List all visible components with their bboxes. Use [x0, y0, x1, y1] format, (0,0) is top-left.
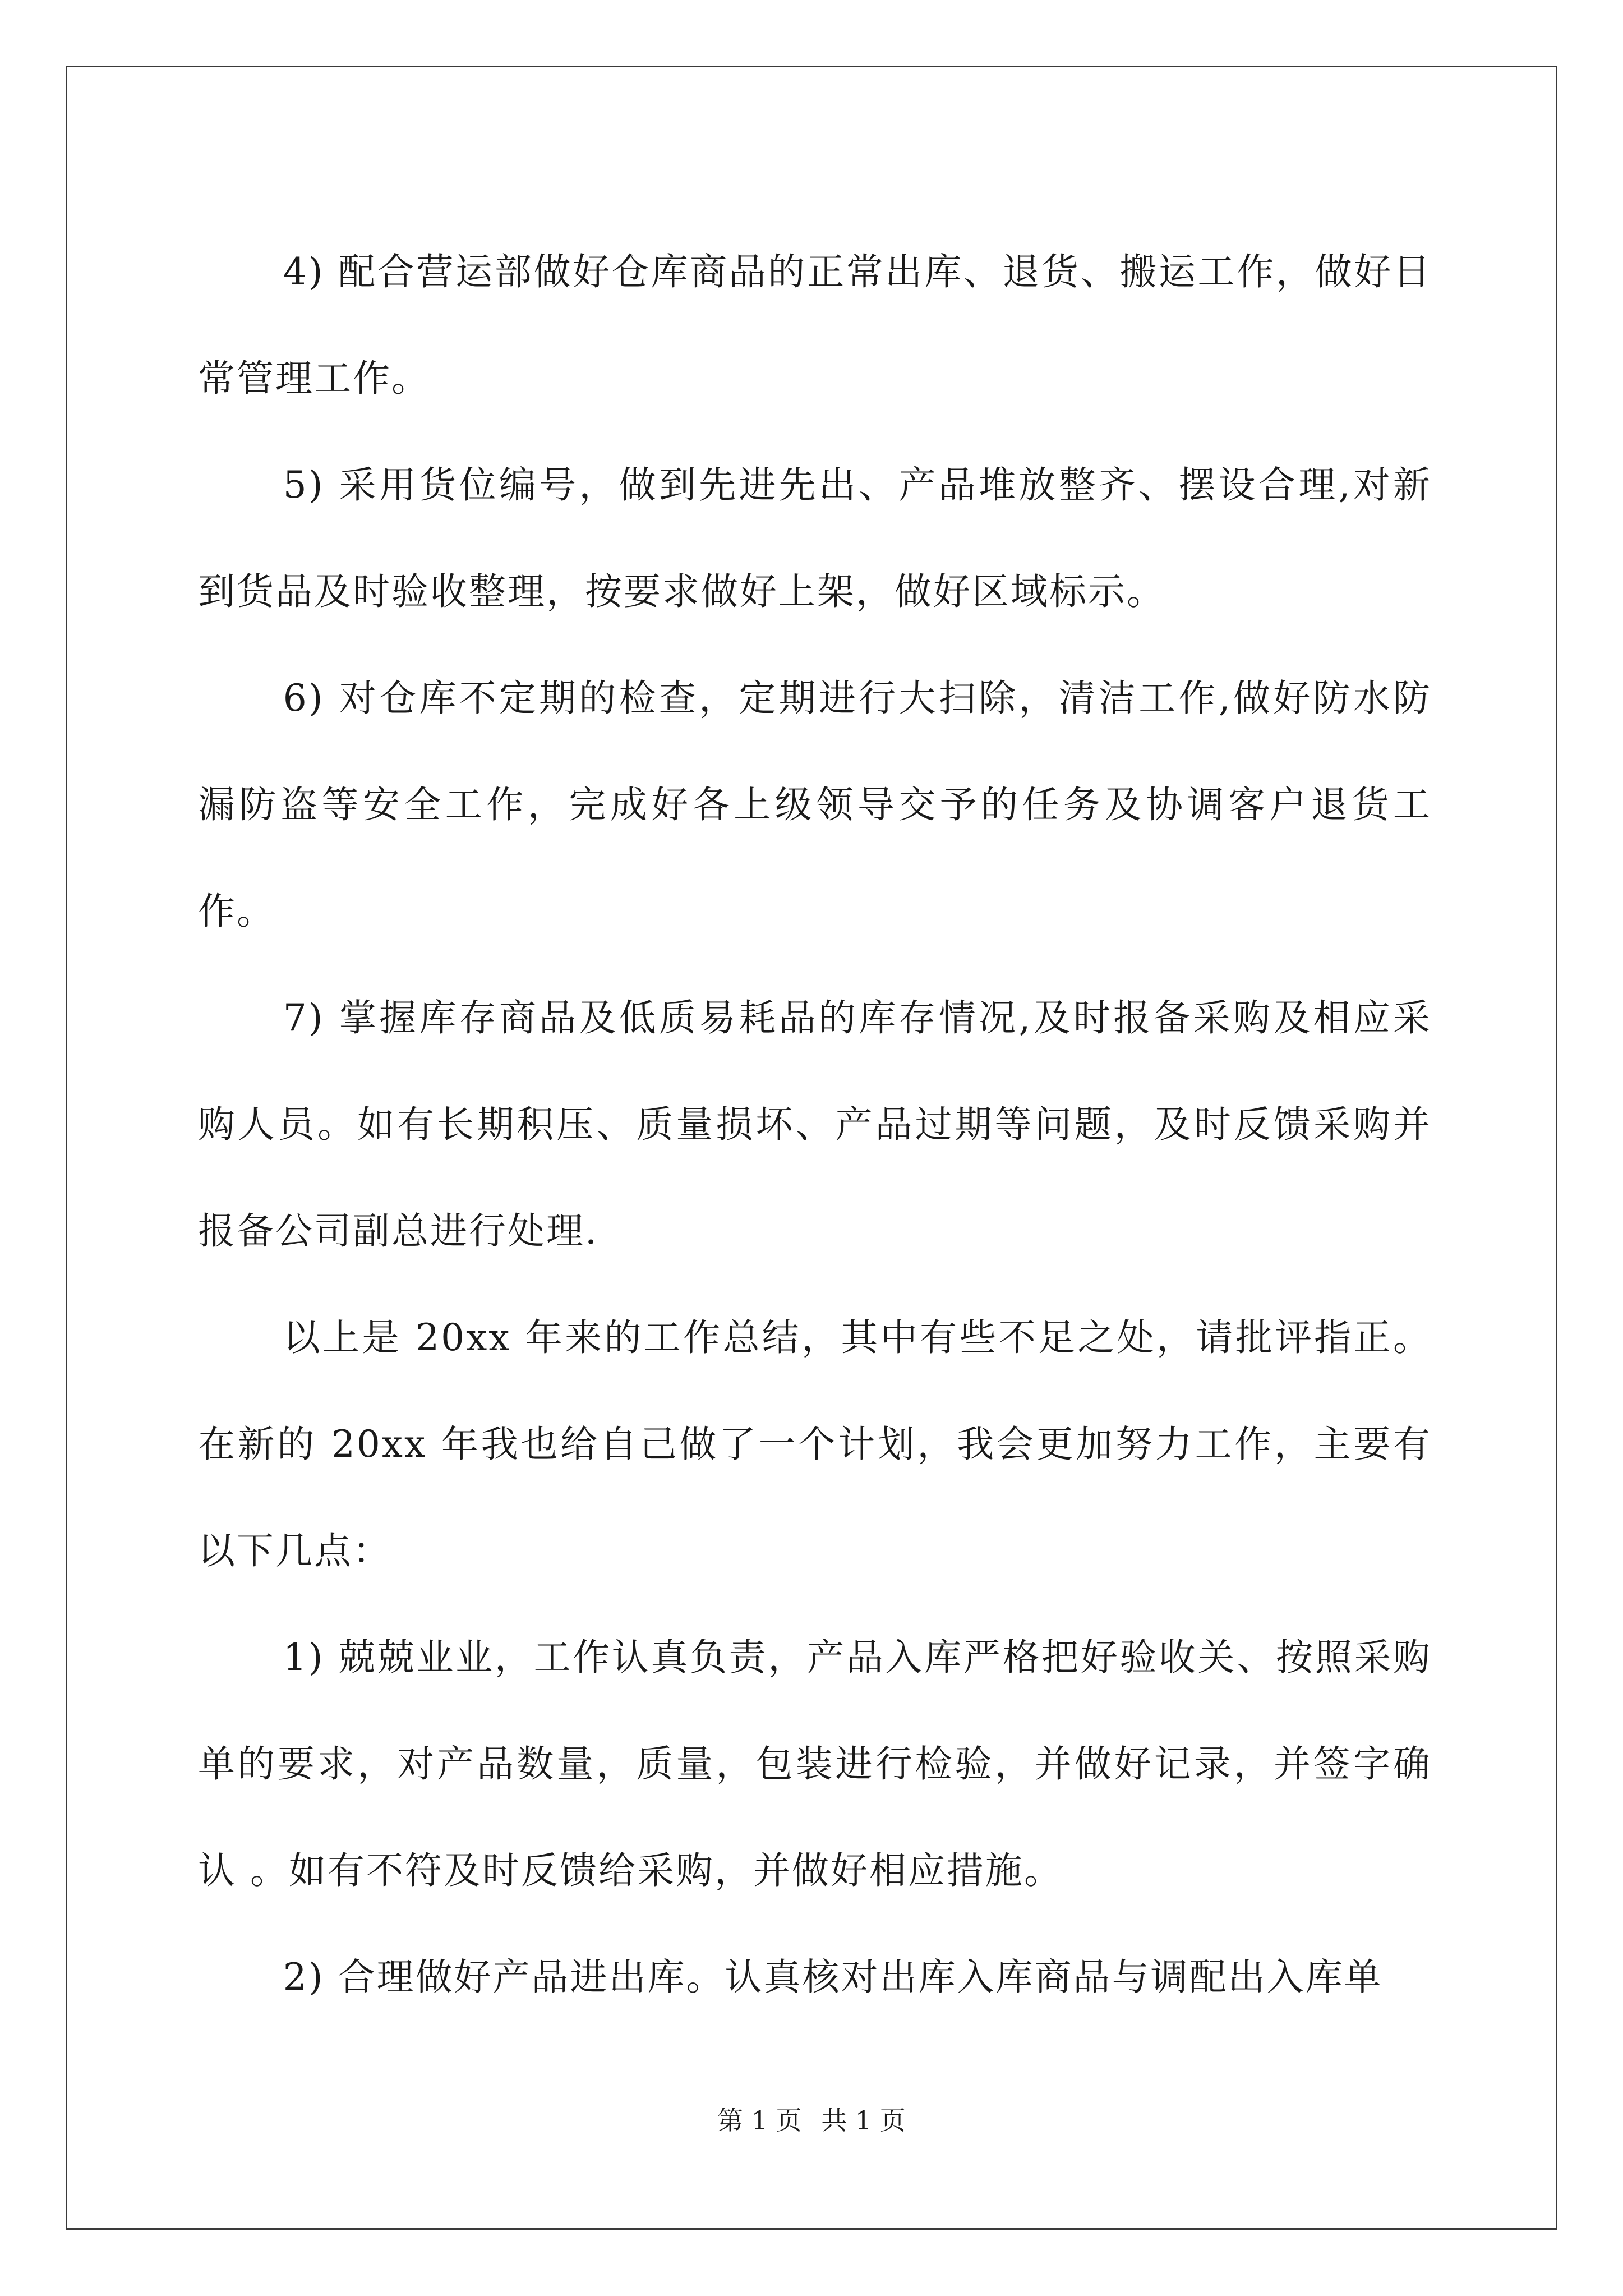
document-body [198, 219, 1432, 2031]
paragraph-item-6: 6) 对仓库不定期的检查，定期进行大扫除，清洁工作,做好防水防漏防盗等安全工作，完成好各上级领导交予的任务及协调客户退货工作。 [198, 677, 1432, 933]
paragraph-plan-2: 2) 合理做好产品进出库。认真核对出库入库商品与调配出入库单 [283, 1955, 1383, 1999]
paragraph-item-7: 7) 掌握库存商品及低质易耗品的库存情况,及时报备采购及相应采购人员。如有长期积压、质量损坏、产品过期等问题，及时反馈采购并报备公司副总进行处理. [198, 996, 1432, 1253]
page-total: 共 1 页 [821, 2105, 906, 2136]
paragraph-item-4: 4) 配合营运部做好仓库商品的正常出库、退货、搬运工作，做好日常管理工作。 [198, 250, 1432, 400]
paragraph-plan-1: 1) 兢兢业业，工作认真负责，产品入库严格把好验收关、按照采购单的要求，对产品数量，质量，包装进行检验，并做好记录，并签字确认 。如有不符及时反馈给采购，并做好相应措施。 [198, 1636, 1432, 1892]
paragraph-summary: 以上是 20xx 年来的工作总结，其中有些不足之处，请批评指正。在新的 20xx 年我也给自己做了一个计划，我会更加努力工作，主要有以下几点： [198, 1316, 1432, 1572]
page-footer [0, 2104, 1623, 2137]
page-number: 第 1 页 [717, 2105, 802, 2136]
paragraph-item-5: 5) 采用货位编号，做到先进先出、产品堆放整齐、摆设合理,对新到货品及时验收整理，按要求做好上架，做好区域标示。 [198, 463, 1432, 613]
